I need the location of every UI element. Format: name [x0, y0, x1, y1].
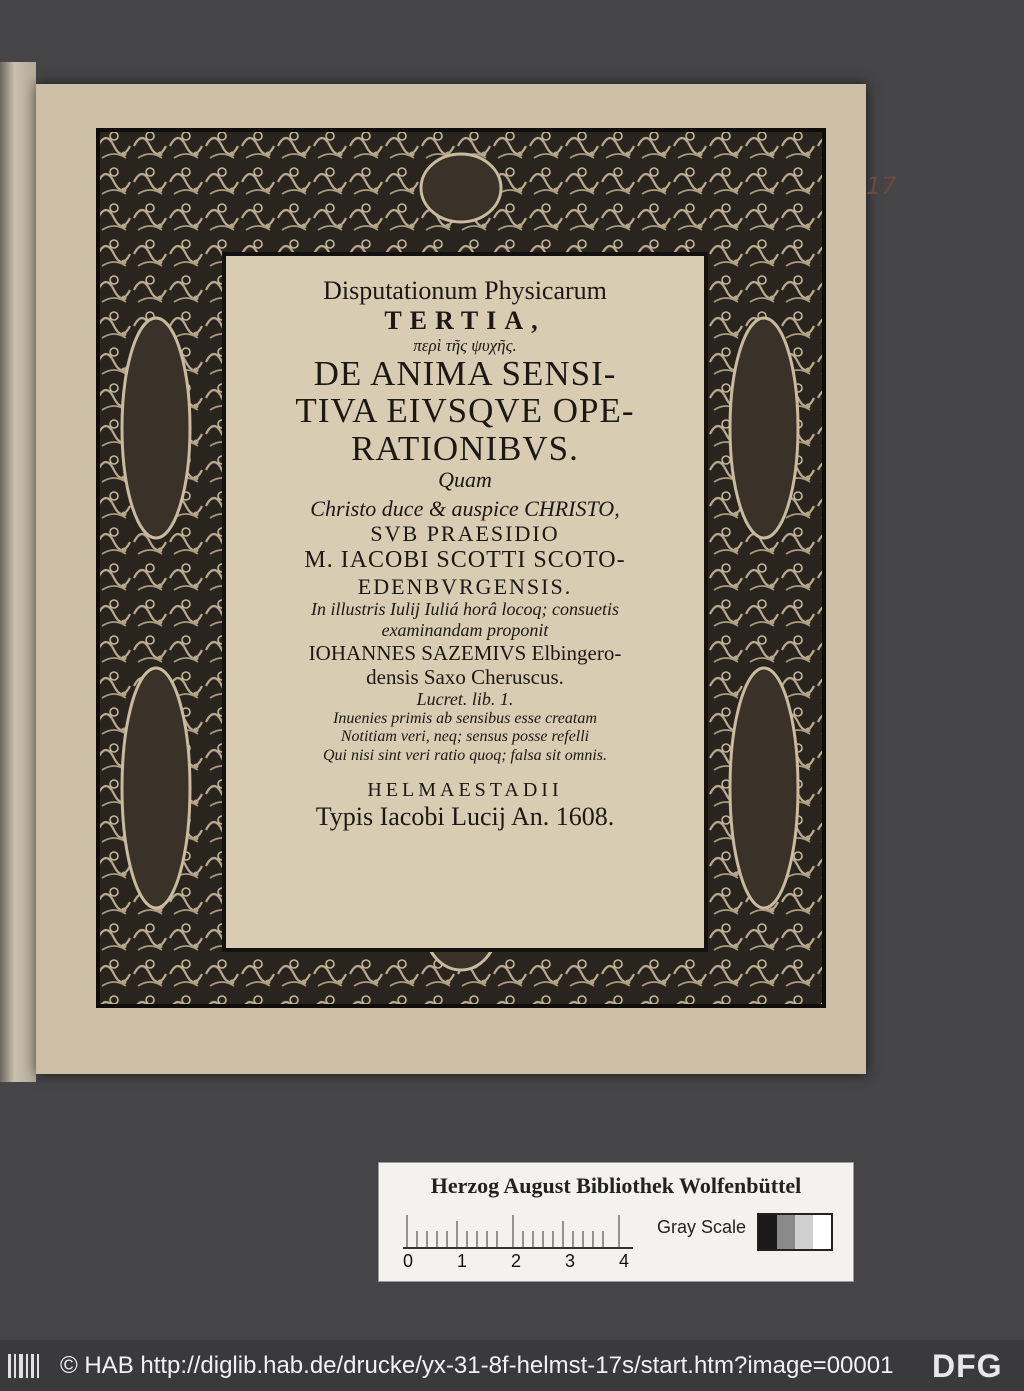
- binding-edge: [0, 62, 36, 1082]
- greek-subtitle: περὶ τῆς ψυχῆς.: [413, 335, 517, 355]
- source-link[interactable]: © HAB http://diglib.hab.de/drucke/yx-31-8f-helmst-17s/start.htm?image=00001: [60, 1352, 894, 1379]
- praeses-name: M. IACOBI SCOTTI SCOTO-: [304, 546, 626, 573]
- gray-swatch: [795, 1215, 813, 1249]
- ruler-scale: [403, 1213, 633, 1249]
- scale-number: 1: [457, 1251, 468, 1271]
- folio-mark: 17: [866, 172, 897, 200]
- scale-number: 4: [619, 1251, 630, 1271]
- quam-line: Quam: [438, 466, 492, 492]
- gray-swatch: [777, 1215, 795, 1249]
- title-number: TERTIA,: [384, 305, 546, 335]
- title-block: [226, 276, 704, 832]
- title-panel: [222, 252, 708, 952]
- quote-line: Qui nisi sint veri ratio quoq; falsa sit omnis.: [322, 746, 607, 764]
- gray-scale-swatches: [757, 1213, 833, 1251]
- gray-scale-label: Gray Scale: [657, 1217, 747, 1237]
- quote-line: Inuenies primis ab sensibus esse creatam: [333, 709, 597, 727]
- quote-source: Lucret. lib. 1.: [416, 689, 514, 710]
- ruler-numbers: [403, 1251, 643, 1275]
- main-title-line: TIVA EIVSQVE OPE-: [295, 391, 635, 431]
- title-line: Disputationum Physicarum: [323, 276, 607, 305]
- respondent-origin: densis Saxo Cheruscus.: [366, 664, 564, 689]
- ruler-ticks: [403, 1213, 633, 1247]
- imprint-printer: Typis Iacobi Lucij An. 1608.: [315, 801, 615, 831]
- imprint-place: HELMAESTADII: [367, 778, 563, 801]
- venue-line: In illustris Iulij Iuliá horâ locoq; consuetis: [311, 599, 619, 620]
- scale-number: 0: [403, 1251, 414, 1271]
- gray-swatch: [759, 1215, 777, 1249]
- quote-line: Notitiam veri, neq; sensus posse refelli: [340, 728, 590, 746]
- gray-swatch: [813, 1215, 831, 1249]
- scale-number: 2: [511, 1251, 522, 1271]
- viewer-footer: [0, 1340, 1024, 1391]
- venue-line: examinandam proponit: [381, 620, 549, 641]
- barcode-icon: [8, 1352, 42, 1380]
- main-title-line: RATIONIBVS.: [351, 428, 579, 468]
- dfg-logo: DFG: [932, 1348, 1003, 1384]
- dedication-line: Christo duce & auspice CHRISTO,: [310, 495, 620, 521]
- main-title-line: DE ANIMA SENSI-: [313, 354, 617, 394]
- praeses-origin: EDENBVRGENSIS.: [357, 574, 573, 600]
- respondent-name: IOHANNES SAZEMIVS Elbingero-: [308, 640, 622, 665]
- library-name: Herzog August Bibliothek Wolfenbüttel: [430, 1173, 802, 1198]
- praesidium-line: SVB PRAESIDIO: [370, 521, 560, 547]
- scale-number: 3: [565, 1251, 576, 1271]
- library-label-card: [378, 1162, 854, 1282]
